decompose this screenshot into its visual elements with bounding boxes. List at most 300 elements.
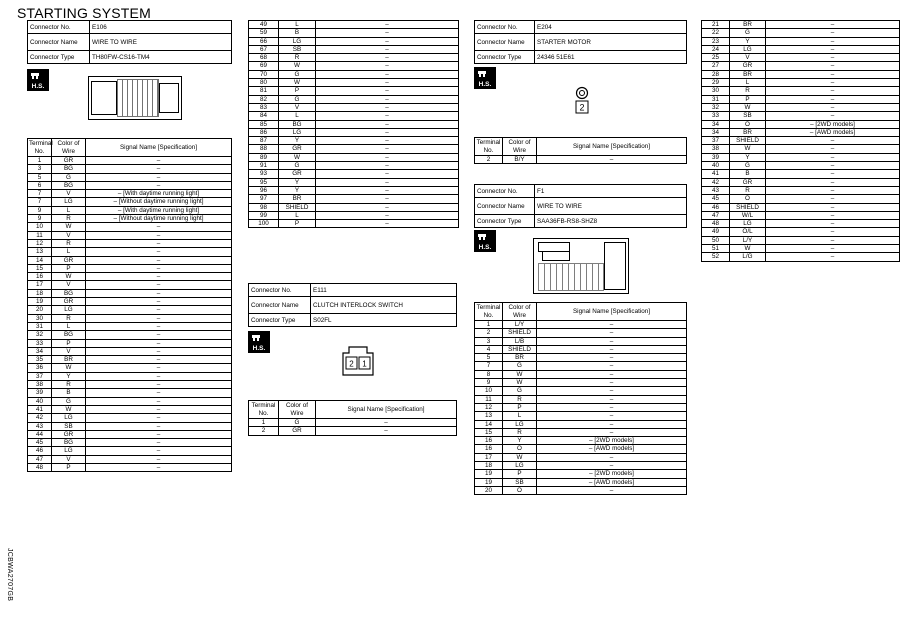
signal-cell: – [766, 54, 900, 62]
wire-color-cell: BR [730, 128, 766, 136]
terminal-cell: 19 [28, 298, 52, 306]
signal-cell: – [2WD models] [537, 437, 687, 445]
wire-color-cell: R [52, 239, 86, 247]
connector-face-e204 [574, 86, 590, 116]
signal-cell: – [537, 345, 687, 353]
terminal-cell: 37 [702, 137, 730, 145]
table-row [702, 253, 900, 261]
signal-cell: – [With daytime running light] [86, 190, 232, 198]
terminal-cell: 2 [475, 156, 503, 164]
signal-cell: – [86, 239, 232, 247]
wire-color-cell: B [52, 389, 86, 397]
terminal-cell: 41 [28, 405, 52, 413]
wire-color-cell: BR [279, 195, 316, 203]
wire-color-cell: V [52, 231, 86, 239]
hs-icon [248, 331, 270, 353]
table-row [702, 178, 900, 186]
header-signal: Signal Name [Specification] [86, 139, 232, 157]
wire-color-cell: W [503, 370, 537, 378]
wire-color-cell: GR [279, 427, 316, 435]
wire-color-cell: Y [52, 372, 86, 380]
terminal-cell: 29 [702, 79, 730, 87]
terminal-cell: 18 [28, 289, 52, 297]
signal-cell: – [316, 128, 459, 136]
signal-cell: – [2WD models] [766, 120, 900, 128]
table-row [28, 198, 232, 206]
terminal-cell: 30 [702, 87, 730, 95]
terminal-cell: 38 [702, 145, 730, 153]
terminal-cell: 40 [702, 162, 730, 170]
header-color: Color of Wire [52, 139, 86, 157]
wire-color-cell: Y [279, 137, 316, 145]
terminal-cell: 32 [702, 103, 730, 111]
wire-color-cell: BG [52, 165, 86, 173]
terminal-cell: 16 [475, 437, 503, 445]
wire-color-cell: O [730, 195, 766, 203]
table-row [475, 470, 687, 478]
table-row [28, 439, 232, 447]
terminal-cell: 31 [28, 322, 52, 330]
wire-color-cell: BG [279, 120, 316, 128]
terminal-cell: 43 [702, 186, 730, 194]
header-signal: Signal Name [Specification] [316, 401, 457, 419]
wire-color-cell: P [279, 87, 316, 95]
table-row [702, 54, 900, 62]
signal-cell: – [316, 54, 459, 62]
table-row [28, 347, 232, 355]
table-row [28, 314, 232, 322]
signal-cell: – [537, 403, 687, 411]
pin-label: 1 [362, 359, 367, 369]
wire-color-cell: V [730, 54, 766, 62]
signal-cell: – [537, 321, 687, 329]
terminal-cell: 43 [28, 422, 52, 430]
signal-cell: – [316, 79, 459, 87]
wire-color-cell: R [279, 54, 316, 62]
terminal-cell: 20 [28, 306, 52, 314]
terminal-cell: 7 [475, 362, 503, 370]
wire-color-cell: R [52, 215, 86, 223]
wire-color-cell: SB [730, 112, 766, 120]
wire-color-cell: P [730, 95, 766, 103]
signal-cell: – [766, 62, 900, 70]
terminal-cell: 33 [28, 339, 52, 347]
terminal-cell: 12 [28, 239, 52, 247]
terminal-cell: 44 [28, 430, 52, 438]
signal-cell: – [537, 428, 687, 436]
connector-no-label: Connector No. [249, 284, 311, 297]
pin-label: 2 [349, 359, 354, 369]
signal-cell: – [537, 156, 687, 164]
terminal-cell: 33 [702, 112, 730, 120]
signal-cell: – [86, 356, 232, 364]
wire-color-cell: O [503, 445, 537, 453]
table-row [28, 430, 232, 438]
wire-color-cell: SHIELD [730, 203, 766, 211]
connector-info-e111 [248, 283, 457, 327]
signal-cell: – [316, 37, 459, 45]
terminal-cell: 66 [249, 37, 279, 45]
signal-cell: – [86, 165, 232, 173]
terminal-table-f1 [474, 302, 687, 495]
table-row [249, 79, 459, 87]
terminal-cell: 7 [28, 198, 52, 206]
table-row [702, 162, 900, 170]
table-row [28, 331, 232, 339]
terminal-cell: 49 [702, 228, 730, 236]
connector-type: S02FL [311, 314, 457, 327]
table-row [28, 181, 232, 189]
signal-cell: – [537, 329, 687, 337]
table-row [702, 70, 900, 78]
signal-cell: – [86, 231, 232, 239]
table-row [28, 248, 232, 256]
header-color: Color of Wire [503, 303, 537, 321]
table-row [28, 389, 232, 397]
signal-cell: – [86, 405, 232, 413]
pin-row-second [542, 251, 570, 261]
terminal-cell: 31 [702, 95, 730, 103]
wire-color-cell: G [279, 95, 316, 103]
wire-color-cell: V [52, 347, 86, 355]
header-color: Color of Wire [279, 401, 316, 419]
table-row [249, 112, 459, 120]
table-row [28, 372, 232, 380]
terminal-cell: 10 [28, 223, 52, 231]
wire-color-cell: P [279, 220, 316, 228]
table-row [249, 186, 459, 194]
signal-cell: – [86, 447, 232, 455]
signal-cell: – [537, 420, 687, 428]
wire-color-cell: LG [52, 306, 86, 314]
signal-cell: – [316, 153, 459, 161]
terminal-cell: 51 [702, 245, 730, 253]
signal-cell: – [537, 412, 687, 420]
wire-color-cell: B/Y [503, 156, 537, 164]
signal-cell: – [537, 395, 687, 403]
terminal-cell: 14 [28, 256, 52, 264]
terminal-table-e106 [27, 138, 232, 472]
terminal-cell: 48 [28, 463, 52, 471]
signal-cell: – [86, 422, 232, 430]
signal-cell: – [86, 339, 232, 347]
table-row [249, 170, 459, 178]
table-row [702, 186, 900, 194]
wire-color-cell: Y [279, 186, 316, 194]
table-row [702, 170, 900, 178]
terminal-cell: 69 [249, 62, 279, 70]
header-signal: Signal Name [Specification] [537, 138, 687, 156]
connector-name-label: Connector Name [475, 198, 535, 215]
table-row [249, 37, 459, 45]
table-row [702, 62, 900, 70]
terminal-cell: 25 [702, 54, 730, 62]
signal-cell: – [316, 120, 459, 128]
terminal-cell: 11 [475, 395, 503, 403]
wire-color-cell: SB [52, 422, 86, 430]
wire-color-cell: G [279, 162, 316, 170]
table-row [249, 195, 459, 203]
wire-color-cell: LG [279, 37, 316, 45]
signal-cell: – [537, 486, 687, 494]
wire-color-cell: GR [52, 298, 86, 306]
wire-color-cell: W [52, 223, 86, 231]
terminal-cell: 1 [475, 321, 503, 329]
connector-no: E106 [90, 21, 232, 34]
table-row [702, 45, 900, 53]
connector-name-label: Connector Name [249, 297, 311, 314]
terminal-cell: 87 [249, 137, 279, 145]
signal-cell: – [316, 211, 459, 219]
wire-color-cell: L [279, 211, 316, 219]
terminal-cell: 10 [475, 387, 503, 395]
table-row [702, 103, 900, 111]
connector-no: F1 [535, 185, 687, 198]
terminal-cell: 13 [28, 248, 52, 256]
table-row [28, 173, 232, 181]
signal-cell: – [766, 70, 900, 78]
signal-cell: – [316, 137, 459, 145]
terminal-cell: 34 [28, 347, 52, 355]
signal-cell: – [766, 195, 900, 203]
table-row [702, 29, 900, 37]
terminal-cell: 19 [475, 470, 503, 478]
table-row [475, 156, 687, 164]
wire-color-cell: LG [730, 220, 766, 228]
terminal-cell: 8 [475, 370, 503, 378]
wire-color-cell: W [52, 364, 86, 372]
signal-cell: – [766, 153, 900, 161]
table-body [702, 21, 900, 262]
signal-cell: – [86, 173, 232, 181]
table-row [28, 364, 232, 372]
terminal-cell: 5 [28, 173, 52, 181]
table-row [28, 447, 232, 455]
wire-color-cell: R [730, 186, 766, 194]
terminal-cell: 67 [249, 45, 279, 53]
hs-label: H.S. [252, 345, 266, 352]
table-row [702, 236, 900, 244]
wire-color-cell: L/B [503, 337, 537, 345]
table-row [475, 445, 687, 453]
signal-cell: – [537, 387, 687, 395]
table-row [475, 321, 687, 329]
wire-color-cell: SHIELD [730, 137, 766, 145]
wire-color-cell: GR [52, 430, 86, 438]
terminal-cell: 23 [702, 37, 730, 45]
terminal-cell: 50 [702, 236, 730, 244]
hs-label: H.S. [478, 81, 492, 88]
terminal-cell: 86 [249, 128, 279, 136]
wire-color-cell: L [279, 21, 316, 29]
table-row [249, 427, 457, 435]
table-row [249, 103, 459, 111]
pin-block-main [538, 263, 604, 291]
header-color: Color of Wire [503, 138, 537, 156]
wire-color-cell: B [730, 170, 766, 178]
table-row [475, 462, 687, 470]
wire-color-cell: BR [730, 70, 766, 78]
wire-color-cell: R [503, 395, 537, 403]
connector-face-e111 [341, 346, 375, 376]
terminal-table-e111 [248, 400, 457, 436]
table-row [475, 362, 687, 370]
table-body [249, 419, 457, 436]
signal-cell: – [316, 87, 459, 95]
wire-color-cell: Y [503, 437, 537, 445]
signal-cell: – [766, 145, 900, 153]
table-row [475, 337, 687, 345]
signal-cell: – [766, 228, 900, 236]
connector-type: SAA36FB-RS8-SHZ8 [535, 215, 687, 228]
terminal-cell: 15 [28, 264, 52, 272]
connector-no-label: Connector No. [28, 21, 90, 34]
table-row [28, 289, 232, 297]
signal-cell: – [766, 79, 900, 87]
wire-color-cell: L/G [730, 253, 766, 261]
terminal-cell: 3 [28, 165, 52, 173]
signal-cell: – [316, 145, 459, 153]
signal-cell: – [537, 354, 687, 362]
terminal-cell: 42 [702, 178, 730, 186]
wire-color-cell: GR [279, 145, 316, 153]
signal-cell: – [316, 62, 459, 70]
wire-color-cell: Y [730, 153, 766, 161]
signal-cell: – [537, 362, 687, 370]
terminal-cell: 12 [475, 403, 503, 411]
wire-color-cell: G [52, 397, 86, 405]
wire-color-cell: GR [730, 62, 766, 70]
table-row [702, 79, 900, 87]
terminal-cell: 99 [249, 211, 279, 219]
signal-cell: – [86, 223, 232, 231]
table-row [475, 403, 687, 411]
terminal-cell: 83 [249, 103, 279, 111]
terminal-cell: 48 [702, 220, 730, 228]
connector-type-label: Connector Type [475, 215, 535, 228]
terminal-cell: 45 [28, 439, 52, 447]
signal-cell: – [AWD models] [766, 128, 900, 136]
terminal-cell: 89 [249, 153, 279, 161]
table-row [702, 21, 900, 29]
table-row [28, 273, 232, 281]
table-row [475, 354, 687, 362]
table-row [702, 245, 900, 253]
table-row [702, 220, 900, 228]
connector-type-label: Connector Type [475, 51, 535, 64]
terminal-table-f1-continued [701, 20, 900, 262]
terminal-cell: 37 [28, 372, 52, 380]
signal-cell: – [86, 455, 232, 463]
hs-icon [474, 67, 496, 89]
signal-cell: – [766, 112, 900, 120]
terminal-cell: 85 [249, 120, 279, 128]
wire-color-cell: BR [52, 356, 86, 364]
header-terminal: Terminal No. [475, 303, 503, 321]
signal-cell: – [766, 253, 900, 261]
terminal-cell: 81 [249, 87, 279, 95]
wire-color-cell: BR [730, 21, 766, 29]
terminal-cell: 45 [702, 195, 730, 203]
signal-cell: – [86, 256, 232, 264]
terminal-cell: 3 [475, 337, 503, 345]
table-row [702, 112, 900, 120]
wire-color-cell: L [52, 248, 86, 256]
signal-cell: – [86, 381, 232, 389]
terminal-cell: 84 [249, 112, 279, 120]
terminal-cell: 2 [475, 329, 503, 337]
signal-cell: – [766, 37, 900, 45]
signal-cell: – [86, 389, 232, 397]
signal-cell: – [Without daytime running light] [86, 198, 232, 206]
signal-cell: – [AWD models] [537, 445, 687, 453]
connector-no-label: Connector No. [475, 21, 535, 34]
wire-color-cell: BG [52, 181, 86, 189]
table-row [249, 203, 459, 211]
connector-info-f1 [474, 184, 687, 228]
table-row [249, 211, 459, 219]
table-row [475, 437, 687, 445]
terminal-cell: 39 [702, 153, 730, 161]
terminal-cell: 5 [475, 354, 503, 362]
table-row [28, 397, 232, 405]
terminal-cell: 70 [249, 70, 279, 78]
terminal-cell: 15 [475, 428, 503, 436]
table-row [702, 228, 900, 236]
terminal-cell: 1 [28, 157, 52, 165]
table-row [249, 145, 459, 153]
table-row [475, 486, 687, 494]
wire-color-cell: SHIELD [503, 329, 537, 337]
pin-label: 2 [579, 102, 585, 113]
pin-block-right [159, 83, 179, 113]
wire-color-cell: W [279, 79, 316, 87]
table-row [28, 215, 232, 223]
terminal-cell: 46 [28, 447, 52, 455]
connector-no: E204 [535, 21, 687, 34]
table-row [249, 45, 459, 53]
signal-cell: – [86, 364, 232, 372]
wire-color-cell: Y [730, 37, 766, 45]
wire-color-cell: G [503, 362, 537, 370]
signal-cell: – [Without daytime running light] [86, 215, 232, 223]
table-row [249, 87, 459, 95]
table-row [249, 95, 459, 103]
connector-name: WIRE TO WIRE [535, 198, 687, 215]
table-row [702, 128, 900, 136]
table-body [475, 321, 687, 495]
wire-color-cell: P [52, 264, 86, 272]
table-row [702, 95, 900, 103]
terminal-cell: 97 [249, 195, 279, 203]
table-row [28, 157, 232, 165]
table-row [28, 190, 232, 198]
signal-cell: – [316, 170, 459, 178]
terminal-cell: 91 [249, 162, 279, 170]
wire-color-cell: GR [279, 170, 316, 178]
signal-cell: – [316, 195, 459, 203]
table-row [28, 264, 232, 272]
wire-color-cell: L [730, 79, 766, 87]
table-row [28, 223, 232, 231]
table-row [249, 120, 459, 128]
terminal-cell: 22 [702, 29, 730, 37]
signal-cell: – [86, 414, 232, 422]
terminal-cell: 93 [249, 170, 279, 178]
wire-color-cell: G [503, 387, 537, 395]
wire-color-cell: GR [52, 157, 86, 165]
wire-color-cell: G [730, 29, 766, 37]
